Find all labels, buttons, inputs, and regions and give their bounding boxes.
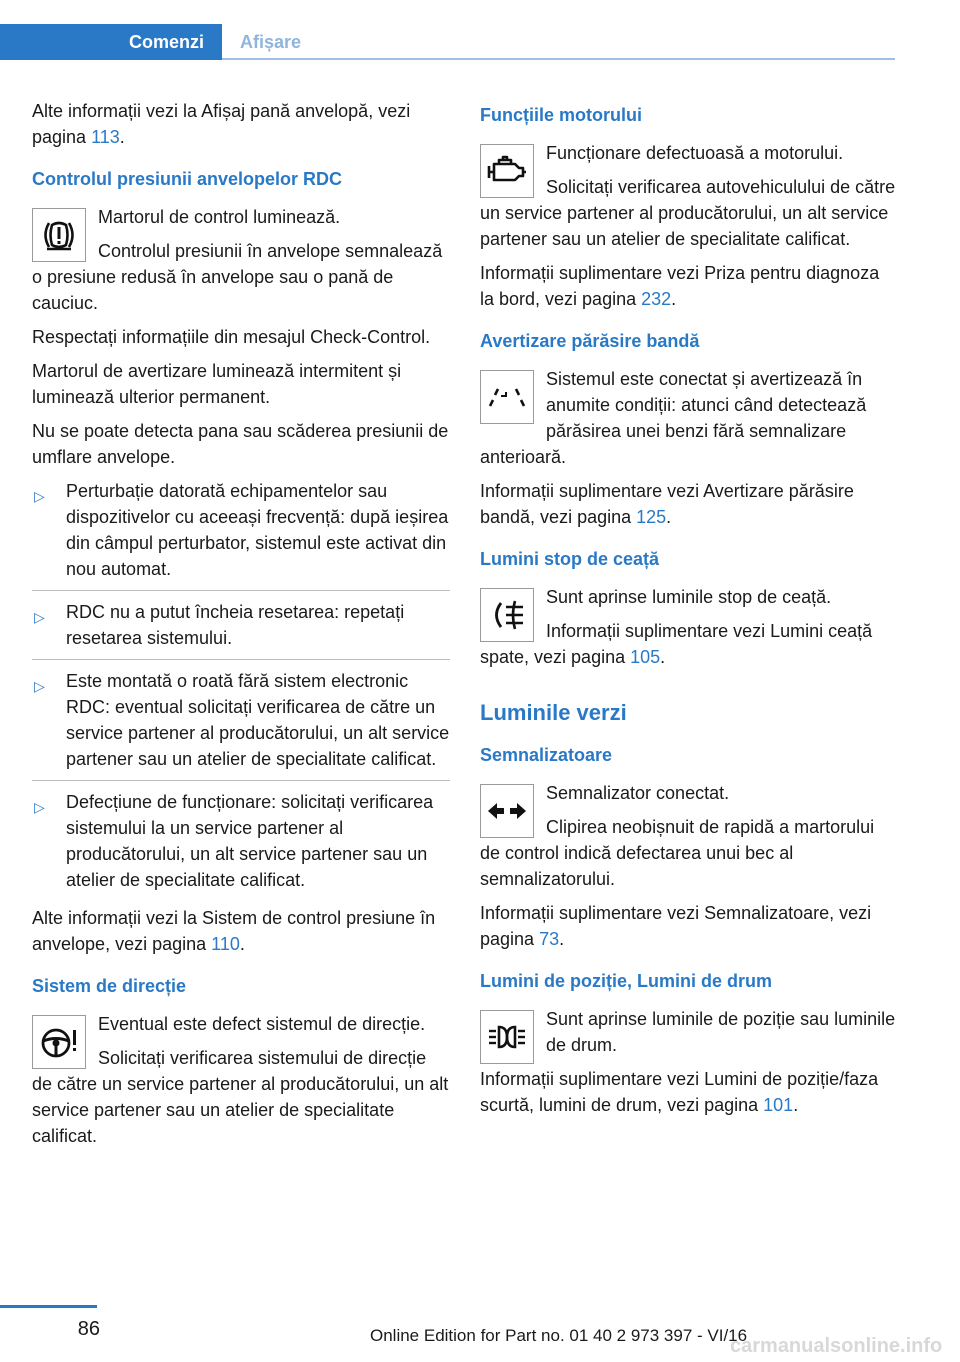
header-tabs xyxy=(0,24,895,62)
left-column xyxy=(32,98,450,1157)
footer-divider xyxy=(0,1305,97,1308)
section-heading-steering: Sistem de direcție xyxy=(32,976,187,996)
section-heading-rdc: Controlul presiunii anvelopelor RDC xyxy=(32,169,343,189)
parking-line2: Informații suplimentare vezi Lumini de poziție/faza scurtă, lumini de drum, vezi pagina 101. xyxy=(480,1069,879,1115)
triangle-bullet-icon: ▷ xyxy=(34,488,45,504)
parking-line1: Sunt aprinse luminile de poziție sau luminile de drum. xyxy=(546,1009,896,1055)
fog-line2: Informații suplimentare vezi Lumini ceață spate, vezi pagina 105. xyxy=(480,621,873,667)
tab-comenzi[interactable]: Comenzi xyxy=(0,24,222,60)
turn-line1: Semnalizator conectat. xyxy=(546,783,730,803)
turn-signal-icon xyxy=(480,784,534,838)
rdc-line1: Martorul de control luminează. xyxy=(98,207,341,227)
rdc-paragraph-3: Nu se poate detecta pana sau scăderea presiunii de umflare anvelope. xyxy=(32,421,449,467)
rdc-paragraph-1: Respectați informațiile din mesajul Check-Control. xyxy=(32,327,431,347)
engine-line1: Funcționare defectuoasă a motorului. xyxy=(546,143,844,163)
parking-lights-icon xyxy=(480,1010,534,1064)
page-link-110[interactable]: 110 xyxy=(211,934,240,954)
intro-paragraph: Alte informații vezi la Afișaj pană anvelopă, vezi pagina 113. xyxy=(32,101,411,147)
page-link-232[interactable]: 232 xyxy=(641,289,672,309)
tire-pressure-warning-icon xyxy=(32,208,86,262)
page-link-73[interactable]: 73 xyxy=(539,929,560,949)
section-heading-green: Luminile verzi xyxy=(480,700,627,725)
triangle-bullet-icon: ▷ xyxy=(34,678,45,694)
rdc-line2: Controlul presiunii în anvelope semnalează o presiune redusă în anvelope sau o pană de cauciuc. xyxy=(32,241,443,313)
engine-check-icon xyxy=(480,144,534,198)
engine-line2: Solicitați verificarea autovehiculului de către un service partener al producătorului, un alt service partener sau un atelier de specialitate calificat. xyxy=(480,177,896,249)
tab-afisare[interactable]: Afișare xyxy=(240,31,302,52)
tab-underline xyxy=(222,58,895,60)
watermark-text: carmanualsonline.info xyxy=(730,1335,943,1357)
page-link-113[interactable]: 113 xyxy=(91,127,120,147)
list-item: ▷ Perturbație datorată echipamentelor sau dispozitivelor cu aceeași frecvență: după ieșirea din câmpul perturbator, sistemul este activat din nou automat. xyxy=(32,478,450,591)
section-heading-fog: Lumini stop de ceață xyxy=(480,549,660,569)
turn-line2: Clipirea neobișnuit de rapidă a martorului de control indică defectarea unui bec al semnalizatorului. xyxy=(480,817,875,889)
page-link-125[interactable]: 125 xyxy=(636,507,667,527)
right-column xyxy=(480,98,898,1126)
list-item: ▷ Defecțiune de funcționare: solicitați verificarea sistemului la un service partener al producătorului, un alt service partener sau un atelier de specialitate calificat. xyxy=(34,792,434,890)
page-number: 86 xyxy=(77,1318,100,1340)
engine-paragraph: Informații suplimentare vezi Priza pentru diagnoza la bord, vezi pagina 232. xyxy=(480,263,880,309)
triangle-bullet-icon: ▷ xyxy=(34,799,45,815)
fog-line1: Sunt aprinse luminile stop de ceață. xyxy=(546,587,832,607)
turn-paragraph: Informații suplimentare vezi Semnalizatoare, vezi pagina 73. xyxy=(480,903,872,949)
page-link-105[interactable]: 105 xyxy=(630,647,661,667)
steering-line1: Eventual este defect sistemul de direcție. xyxy=(98,1014,426,1034)
list-item: ▷ Este montată o roată fără sistem electronic RDC: eventual solicitați verificarea de către un service partener al producătorului, un alt service partener sau un atelier de specialitate calificat. xyxy=(32,668,450,781)
list-item: ▷ RDC nu a putut încheia resetarea: repetați resetarea sistemului. xyxy=(32,599,450,660)
section-heading-engine: Funcțiile motorului xyxy=(480,105,642,125)
lane-paragraph: Informații suplimentare vezi Avertizare părăsire bandă, vezi pagina 125. xyxy=(480,481,854,527)
section-heading-parking: Lumini de poziție, Lumini de drum xyxy=(480,971,772,991)
rdc-paragraph-2: Martorul de avertizare luminează intermitent și luminează ulterior permanent. xyxy=(32,361,402,407)
section-heading-turn: Semnalizatoare xyxy=(480,745,613,765)
steering-line2: Solicitați verificarea sistemului de direcție de către un service partener al producătorului, un alt service partener sau un atelier de specialitate calificat. xyxy=(32,1048,449,1146)
footer-edition: Online Edition for Part no. 01 40 2 973 397 - VI/16 xyxy=(370,1326,748,1345)
page-link-101[interactable]: 101 xyxy=(763,1095,794,1115)
rdc-paragraph-4: Alte informații vezi la Sistem de control presiune în anvelope, vezi pagina 110. xyxy=(32,908,436,954)
lane-line1: Sistemul este conectat și avertizează în anumite condiții: atunci când detectează părăsirea unei benzi fără semnalizare anterioară. xyxy=(480,369,867,467)
triangle-bullet-icon: ▷ xyxy=(34,609,45,625)
section-heading-lane: Avertizare părăsire bandă xyxy=(480,331,700,351)
lane-departure-icon xyxy=(480,370,534,424)
rear-fog-light-icon xyxy=(480,588,534,642)
steering-warning-icon xyxy=(32,1015,86,1069)
rdc-bullet-list xyxy=(32,478,450,897)
